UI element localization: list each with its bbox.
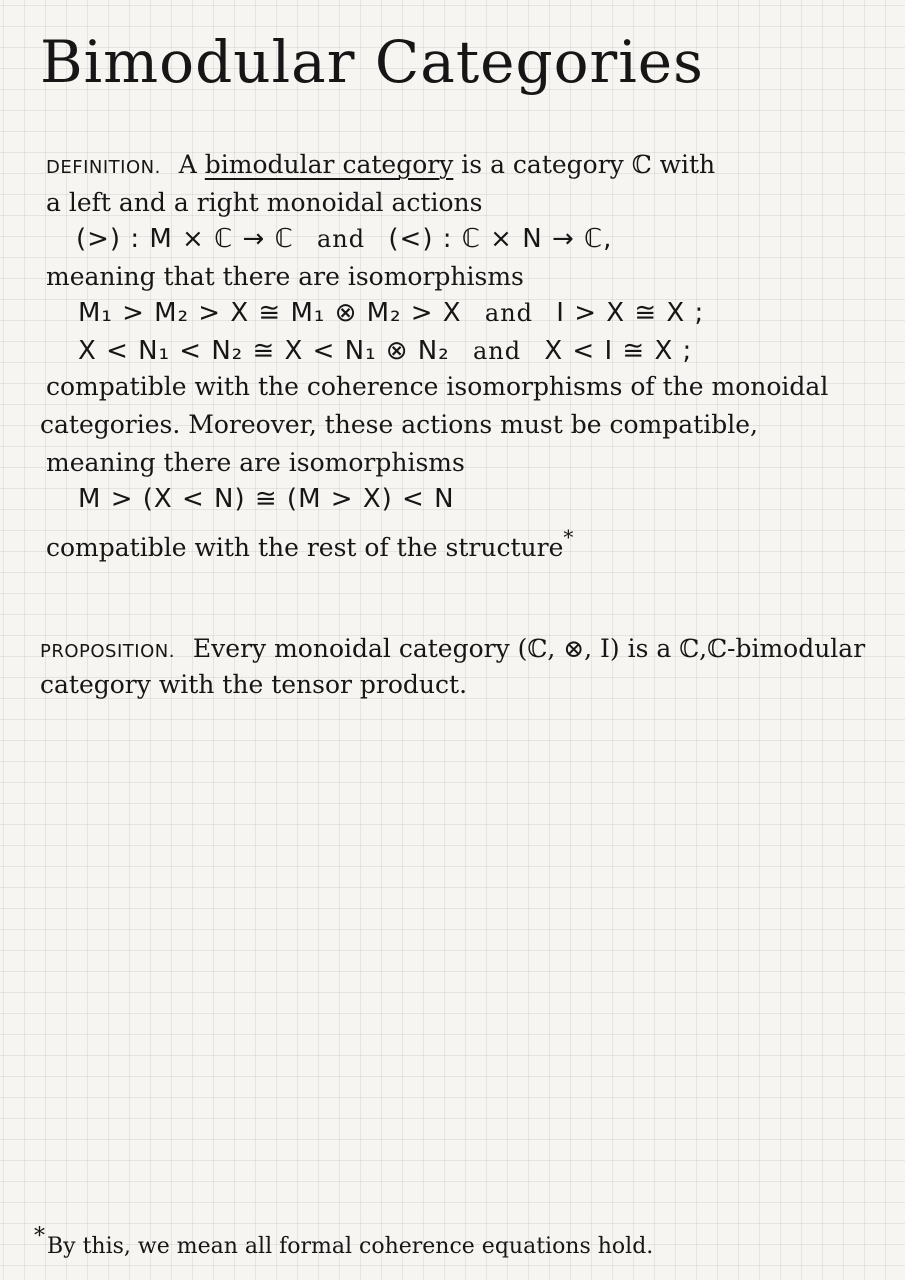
definition-lead: A <box>178 150 197 179</box>
proposition-label: PROPOSITION. <box>40 641 175 662</box>
definition-label: DEFINITION. <box>46 157 161 178</box>
proposition-line-2: category with the tensor product. <box>40 670 468 699</box>
definition-line-1-rest: is a category ℂ with <box>461 150 716 179</box>
right-iso-associativity: X < N₁ < N₂ ≅ X < N₁ ⊗ N₂ <box>78 336 450 366</box>
defined-term: bimodular category <box>204 150 454 179</box>
actions-joiner: and <box>317 225 366 253</box>
right-isomorphisms <box>78 336 692 366</box>
definition-line-1 <box>46 150 715 183</box>
definition-line-7: compatible with the coherence isomorphisms of the monoidal <box>46 372 829 401</box>
proposition-line-1-rest: Every monoidal category (ℂ, ⊗, I) is a ℂ,ℂ-bimodular <box>192 634 866 663</box>
footnote-mark: * <box>34 1224 45 1249</box>
definition-line-9: meaning there are isomorphisms <box>46 448 465 477</box>
right-iso-joiner: and <box>472 337 522 365</box>
actions-formula <box>76 224 612 254</box>
right-iso-unit: X < I ≅ X ; <box>544 336 693 366</box>
definition-line-8: categories. Moreover, these actions must be compatible, <box>40 410 758 439</box>
footnote-text: By this, we mean all formal coherence equations hold. <box>47 1234 654 1259</box>
page-title: Bimodular Categories <box>40 28 704 96</box>
footnote <box>34 1222 653 1262</box>
definition-line-11-text: compatible with the rest of the structure <box>46 533 564 562</box>
proposition-line-1 <box>40 634 865 667</box>
left-iso-unit: I > X ≅ X ; <box>556 298 705 328</box>
definition-line-4: meaning that there are isomorphisms <box>46 262 524 291</box>
definition-line-2: a left and a right monoidal actions <box>46 188 483 217</box>
footnote-reference: * <box>563 525 574 549</box>
left-isomorphisms <box>78 298 704 328</box>
left-iso-associativity: M₁ > M₂ > X ≅ M₁ ⊗ M₂ > X <box>78 298 462 328</box>
right-action-formula: (<) : ℂ × N → ℂ, <box>388 224 613 254</box>
compatibility-isomorphism: M > (X < N) ≅ (M > X) < N <box>78 484 455 514</box>
left-iso-joiner: and <box>484 299 534 327</box>
left-action-formula: (>) : M × ℂ → ℂ <box>76 224 294 254</box>
definition-line-11 <box>46 522 573 563</box>
